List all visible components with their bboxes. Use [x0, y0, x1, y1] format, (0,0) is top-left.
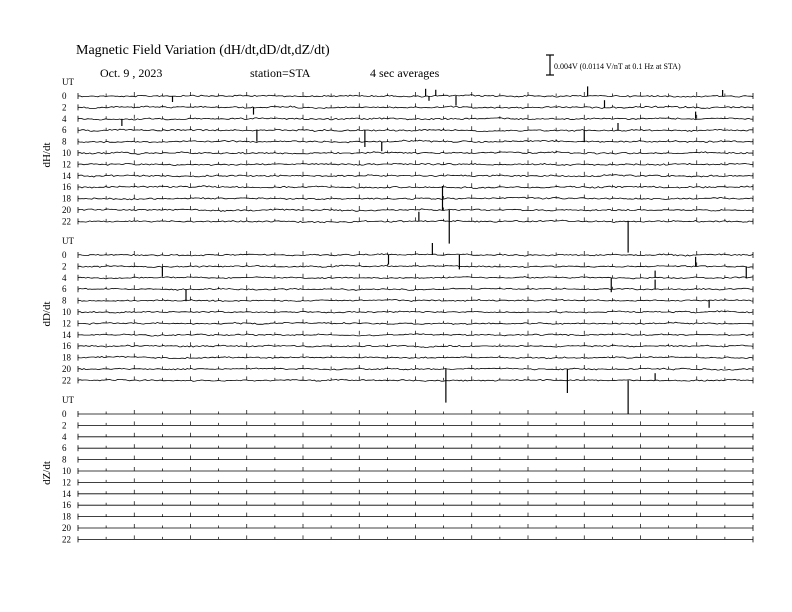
row-label: 16 [62, 341, 71, 352]
row-label: 8 [62, 295, 67, 306]
row-label: 10 [62, 307, 71, 317]
row-label: 6 [62, 125, 67, 136]
row-label: 2 [62, 102, 67, 113]
panel-ylabel: dD/dt [41, 301, 53, 327]
row-label: 14 [62, 170, 71, 181]
scale-bar-label: 0.004V (0.0114 V/nT at 0.1 Hz at STA) [554, 62, 681, 71]
row-label: 18 [62, 193, 71, 204]
row-label: 14 [62, 329, 71, 340]
panel-dddt [41, 236, 753, 414]
row-label: 0 [62, 409, 67, 419]
panel-ylabel: dH/dt [41, 142, 53, 168]
row-label: 18 [62, 511, 71, 522]
row-label: 22 [62, 534, 71, 545]
row-label: 4 [62, 272, 67, 283]
row-label: 8 [62, 454, 67, 465]
row-trace [78, 334, 753, 336]
ut-label: UT [62, 395, 74, 405]
row-label: 12 [62, 477, 71, 488]
row-label: 2 [62, 420, 67, 431]
row-label: 18 [62, 352, 71, 363]
row-label: 4 [62, 431, 67, 442]
panel-ylabel: dZ/dt [41, 461, 53, 485]
chart-title: Magnetic Field Variation (dH/dt,dD/dt,dZ/dt) [76, 43, 330, 58]
row-label: 10 [62, 466, 71, 476]
date-label: Oct. 9 , 2023 [100, 66, 163, 80]
row-label: 20 [62, 364, 71, 374]
ut-label: UT [62, 236, 74, 246]
panels [41, 77, 753, 544]
row-label: 12 [62, 159, 71, 170]
row-label: 0 [62, 91, 67, 101]
row-label: 8 [62, 136, 67, 147]
row-label: 22 [62, 216, 71, 227]
panel-dzdt [41, 395, 753, 544]
row-label: 2 [62, 261, 67, 272]
averaging-label: 4 sec averages [370, 66, 440, 80]
row-label: 22 [62, 375, 71, 386]
row-label: 10 [62, 148, 71, 158]
row-label: 4 [62, 113, 67, 124]
row-label: 20 [62, 523, 71, 533]
row-label: 20 [62, 205, 71, 215]
station-label: station=STA [250, 66, 311, 80]
panel-dhdt [41, 77, 753, 253]
row-label: 12 [62, 318, 71, 329]
row-label: 0 [62, 250, 67, 260]
row-label: 16 [62, 182, 71, 193]
ut-label: UT [62, 77, 74, 87]
scale-bar [546, 55, 681, 75]
row-label: 16 [62, 500, 71, 511]
row-label: 14 [62, 488, 71, 499]
row-label: 6 [62, 284, 67, 295]
row-label: 6 [62, 443, 67, 454]
